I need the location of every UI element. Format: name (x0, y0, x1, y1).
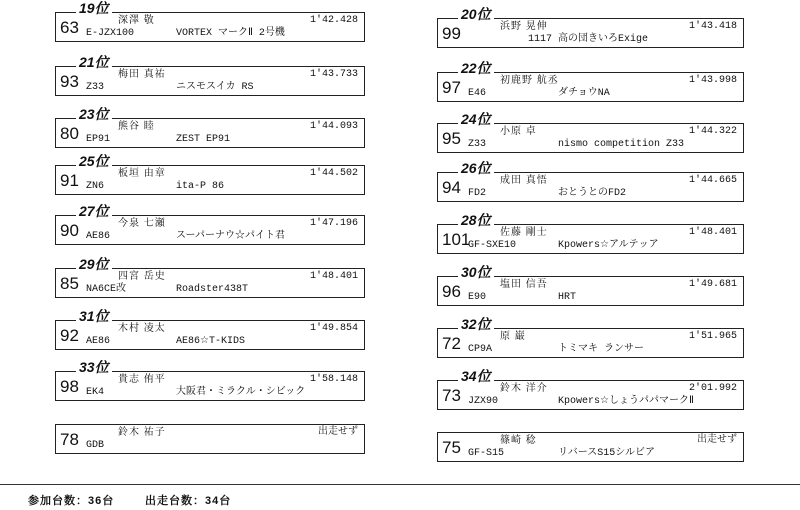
car-number: 97 (442, 78, 461, 97)
car-number: 94 (442, 178, 461, 197)
car-model: JZX90 (468, 396, 499, 407)
car-model: GF-SXE10 (468, 240, 517, 251)
driver-name: 熊谷 睦 (118, 121, 155, 132)
rank-label: 20位 (458, 7, 494, 21)
car-model: NA6CE改 (86, 284, 127, 295)
lap-time: 1'48.401 (309, 271, 358, 282)
entries-count: 参加台数：36台 (28, 495, 115, 507)
result-card-33 (55, 359, 365, 401)
car-number: 85 (60, 274, 79, 293)
driver-name: 木村 凌太 (118, 323, 166, 334)
lap-time: 1'58.148 (309, 374, 358, 385)
car-number: 72 (442, 334, 461, 353)
rank-label: 23位 (76, 107, 112, 121)
rank-label: 32位 (458, 317, 494, 331)
result-card-dns-75 (437, 432, 744, 462)
car-name: ニスモスイカ RS (176, 82, 254, 93)
car-model: ZN6 (86, 181, 105, 192)
result-card-20 (437, 6, 744, 48)
rank-label: 31位 (76, 309, 112, 323)
car-number: 73 (442, 386, 461, 405)
car-name: ZEST EP91 (176, 134, 231, 145)
result-card-24 (437, 111, 744, 153)
driver-name: 佐藤 剛士 (500, 227, 548, 238)
lap-time: 1'48.401 (688, 227, 737, 238)
driver-name: 今泉 七瀬 (118, 218, 166, 229)
car-model: FD2 (468, 188, 487, 199)
lap-time: 2'01.992 (688, 383, 737, 394)
car-name: 1117 高の団きいろExige (528, 34, 649, 45)
lap-time: 1'44.093 (309, 121, 358, 132)
car-model: Z33 (468, 139, 487, 150)
result-card-28 (437, 212, 744, 254)
car-number: 91 (60, 171, 79, 190)
rank-label: 26位 (458, 161, 494, 175)
rank-label: 22位 (458, 61, 494, 75)
driver-name: 深澤 敬 (118, 15, 155, 26)
car-number: 93 (60, 72, 79, 91)
car-model: AE86 (86, 231, 111, 242)
rank-label: 27位 (76, 204, 112, 218)
driver-name: 鈴木 洋介 (500, 383, 548, 394)
car-number: 101 (442, 230, 471, 249)
driver-name: 原 巌 (500, 331, 526, 342)
car-model: E46 (468, 88, 487, 99)
car-number: 96 (442, 282, 461, 301)
rank-label: 19位 (76, 1, 112, 15)
car-name: おとうとのFD2 (558, 188, 627, 199)
car-number: 63 (60, 18, 79, 37)
driver-name: 成田 真悟 (500, 175, 548, 186)
driver-name: 浜野 晃伸 (500, 21, 548, 32)
dns-label: 出走せず (318, 427, 358, 438)
car-number: 99 (442, 24, 461, 43)
result-card-25 (55, 153, 365, 195)
lap-time: 1'43.733 (309, 69, 358, 80)
car-name: Roadster438T (176, 284, 249, 295)
car-number: 92 (60, 326, 79, 345)
result-card-32 (437, 316, 744, 358)
rank-label: 21位 (76, 55, 112, 69)
car-model: EK4 (86, 387, 105, 398)
car-name: VORTEX マークⅡ 2号機 (176, 28, 285, 39)
lap-time: 1'42.428 (309, 15, 358, 26)
car-model: Z33 (86, 82, 105, 93)
car-model: AE86 (86, 336, 111, 347)
driver-name: 四宮 岳史 (118, 271, 166, 282)
car-name: HRT (558, 292, 577, 303)
summary-footer (0, 484, 800, 510)
lap-time: 1'44.502 (309, 168, 358, 179)
car-model: GF-S15 (468, 448, 505, 459)
car-number: 90 (60, 221, 79, 240)
rank-label: 30位 (458, 265, 494, 279)
car-model: E90 (468, 292, 487, 303)
result-card-31 (55, 308, 365, 350)
driver-name: 鈴木 祐子 (118, 427, 166, 438)
result-card-27 (55, 203, 365, 245)
driver-name: 板垣 由章 (118, 168, 166, 179)
car-model: E-JZX100 (86, 28, 135, 39)
lap-time: 1'49.681 (688, 279, 737, 290)
rank-label: 24位 (458, 112, 494, 126)
lap-time: 1'44.665 (688, 175, 737, 186)
car-model: GDB (86, 440, 105, 451)
car-name: リバースS15シルビア (558, 448, 655, 459)
result-card-22 (437, 60, 744, 102)
lap-time: 1'47.196 (309, 218, 358, 229)
car-model: CP9A (468, 344, 493, 355)
driver-name: 塩田 信吾 (500, 279, 548, 290)
car-number: 98 (60, 377, 79, 396)
result-card-23 (55, 106, 365, 148)
rank-label: 33位 (76, 360, 112, 374)
result-card-34 (437, 368, 744, 410)
car-name: nismo competition Z33 (558, 139, 685, 150)
result-card-26 (437, 160, 744, 202)
lap-time: 1'44.322 (688, 126, 737, 137)
car-name: ダチョウNA (558, 88, 610, 99)
car-name: トミマキ ランサー (558, 344, 645, 355)
driver-name: 小原 卓 (500, 126, 537, 137)
driver-name: 篠崎 稔 (500, 435, 537, 446)
driver-name: 梅田 真祐 (118, 69, 166, 80)
result-card-dns-78 (55, 424, 365, 454)
rank-label: 28位 (458, 213, 494, 227)
result-card-30 (437, 264, 744, 306)
rank-label: 29位 (76, 257, 112, 271)
car-name: AE86☆T-KIDS (176, 336, 245, 347)
car-name: 大阪君・ミラクル・シビック (176, 387, 306, 398)
lap-time: 1'43.998 (688, 75, 737, 86)
starters-count: 出走台数：34台 (145, 495, 232, 507)
lap-time: 1'43.418 (688, 21, 737, 32)
driver-name: 貴志 侑平 (118, 374, 166, 385)
car-name: ita-P 86 (176, 181, 225, 192)
car-model: EP91 (86, 134, 111, 145)
car-name: Kpowers☆しょうパパマークⅡ (558, 396, 694, 407)
lap-time: 1'51.965 (688, 331, 737, 342)
rank-label: 25位 (76, 154, 112, 168)
driver-name: 初鹿野 航丞 (500, 75, 559, 86)
result-card-29 (55, 256, 365, 298)
lap-time: 1'49.854 (309, 323, 358, 334)
result-card-21 (55, 54, 365, 96)
car-number: 75 (442, 438, 461, 457)
result-card-19 (55, 0, 365, 42)
dns-label: 出走せず (697, 435, 737, 446)
car-number: 78 (60, 430, 79, 449)
rank-label: 34位 (458, 369, 494, 383)
car-number: 80 (60, 124, 79, 143)
car-number: 95 (442, 129, 461, 148)
car-name: スーパーナウ☆パイト君 (176, 231, 285, 242)
car-name: Kpowers☆アルテッア (558, 240, 659, 251)
